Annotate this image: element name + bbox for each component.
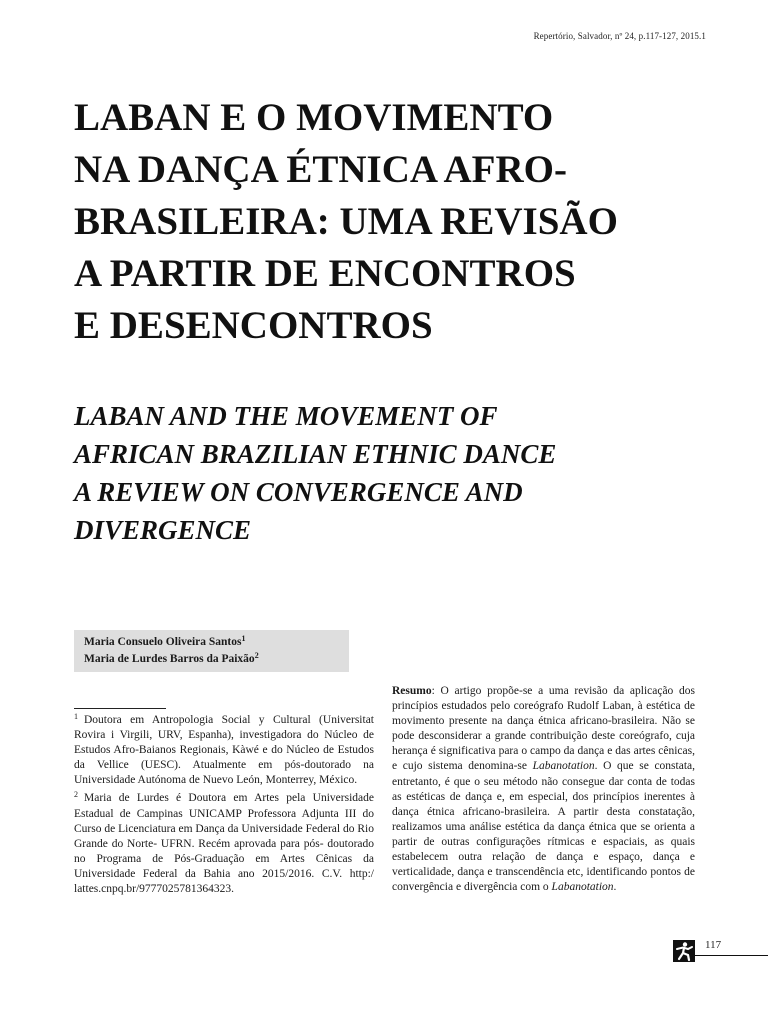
abstract-term: Labanotation <box>532 760 595 773</box>
page-number: 117 <box>705 939 722 951</box>
footnote-mark: 1 <box>74 712 78 721</box>
title-en-line: DIVERGENCE <box>74 515 252 545</box>
footnote-ref[interactable]: 1 <box>241 634 246 643</box>
footnote-divider <box>74 708 166 709</box>
authors-box <box>74 630 349 672</box>
title-pt-line: LABAN E O MOVIMENTO <box>74 96 554 139</box>
abstract-label: Resumo <box>392 685 432 697</box>
title-pt-line: E DESENCONTROS <box>74 304 433 347</box>
title-english <box>74 397 704 549</box>
title-en-line: LABAN AND THE MOVEMENT OF <box>74 401 498 431</box>
author-name: Maria Consuelo Oliveira Santos$^1$ <box>84 634 246 648</box>
abstract-term: Labanotation <box>551 881 614 894</box>
author-name: Maria de Lurdes Barros da Paixão$^2$ <box>84 651 259 665</box>
page-number-rule <box>695 955 768 956</box>
title-portuguese <box>74 92 704 352</box>
abstract-text: : O artigo propõe-se a uma revisão da aplicação dos princípios estudados pelo coreógrafo Rudolf Laban, à estética de movimento presente na dança étnica africano-brasileira. Não se pode desconsiderar a grande contribuição deste coreógrafo, cuja herança é significativa para o campo da dança e das artes cênicas, e cujo sistema denomina-se <box>392 685 695 773</box>
footnote <box>74 791 374 897</box>
footnote <box>74 713 374 788</box>
title-pt-line: A PARTIR DE ENCONTROS <box>74 252 576 295</box>
running-figure-icon <box>673 940 695 962</box>
footnotes <box>74 713 374 900</box>
footnote-text: Maria de Lurdes é Doutora em Artes pela Universidade Estadual de Campinas UNICAMP Professora Adjunta III do Curso de Licenciatura em Dança da Universidade Federal do Rio Grande do Norte- UFRN. Recém aprovada para pós- doutorado no Programa de Pós-Graduação em Artes Cênicas da Universidade Federal da Bahia ano 2015/2016. C.V. http:/ lattes.cnpq.br/9777025781364323. <box>74 792 374 896</box>
abstract <box>392 684 695 895</box>
abstract-text: . O que se constata, entretanto, é que o seu método não consegue dar conta de todas as estéticas de dança e, em especial, dos princípios inerentes à dança étnica africano-brasileira. A partir desta constatação, realizamos uma análise estética da dança étnica que se orienta a partir de outras configurações rítmicas e espaciais, as quais estabelecem outra relação de dança e espaço, dança e verticalidade, dança e transcendência etc, identificando pontos de convergência e divergência com o <box>392 760 695 894</box>
footnote-text: Doutora em Antropologia Social y Cultural (Universitat Rovira i Virgili, URV, Espanha), investigadora do Núcleo de Estudos Afro-Baianos Regionais, Kàwé e do Núcleo de Estudos da Vellice (UESC). Atualmente em pós-doutorado na Universidade Autónoma de Nuevo León, Monterrey, México. <box>74 714 374 787</box>
title-en-line: A REVIEW ON CONVERGENCE AND <box>74 477 523 507</box>
abstract-text: . <box>613 881 617 894</box>
title-en-line: AFRICAN BRAZILIAN ETHNIC DANCE <box>74 439 557 469</box>
footnote-mark: 2 <box>74 790 78 800</box>
footnote-ref[interactable]: 2 <box>254 651 259 660</box>
title-pt-line: BRASILEIRA: UMA REVISÃO <box>74 200 618 243</box>
running-head: Repertório, Salvador, nº 24, p.117-127, 2015.1 <box>533 31 706 41</box>
title-pt-line: NA DANÇA ÉTNICA AFRO- <box>74 148 567 191</box>
